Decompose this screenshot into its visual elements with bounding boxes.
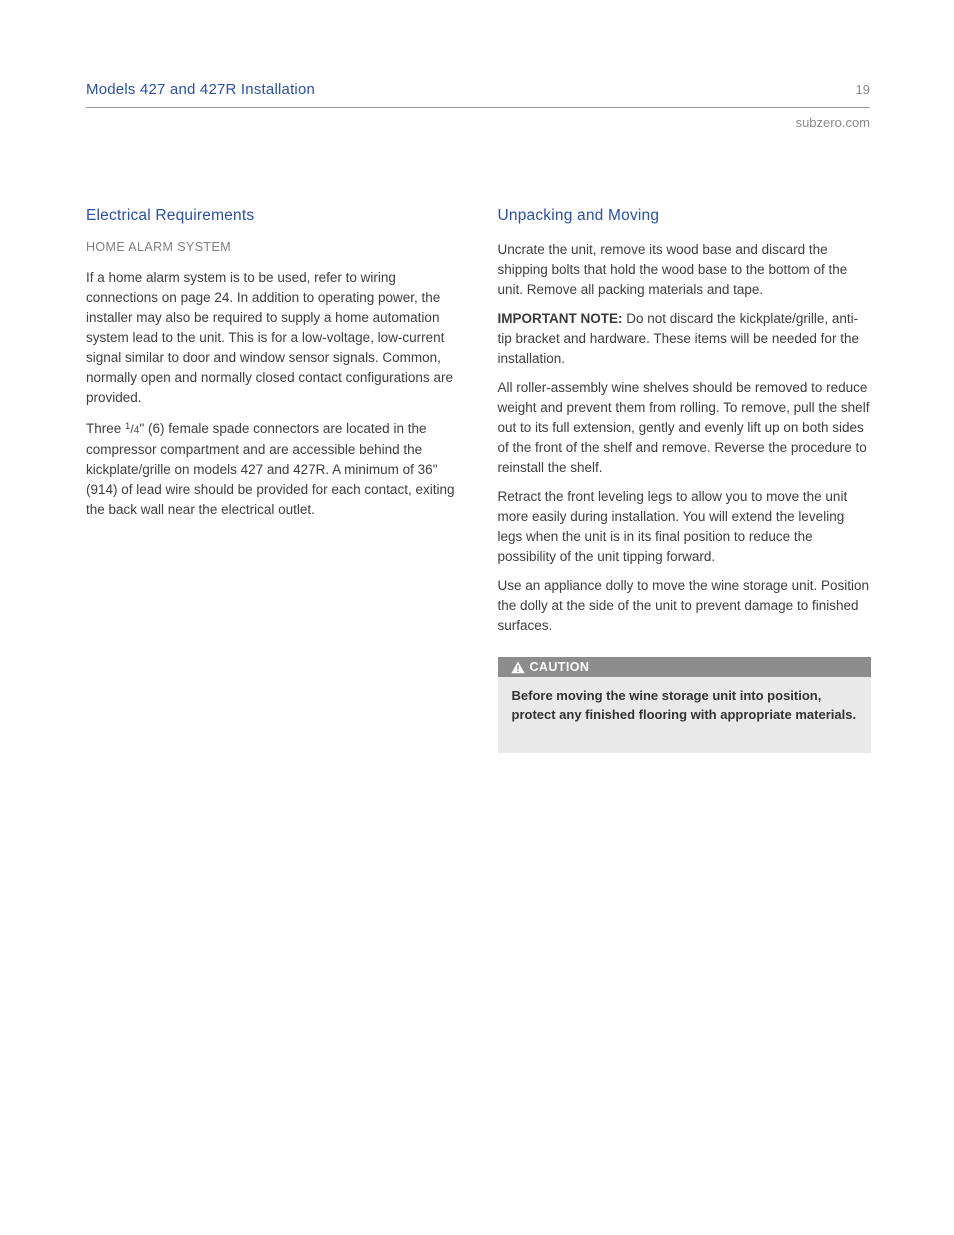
warning-triangle-icon [511, 661, 525, 674]
paragraph-roller-shelves [498, 378, 872, 478]
paragraph-appliance-dolly [498, 576, 872, 636]
important-note-label: IMPORTANT NOTE: [497, 311, 623, 326]
section-electrical-requirements [86, 207, 460, 753]
unpacking-moving-heading: Unpacking and Moving [497, 207, 660, 224]
website-text: subzero.com [795, 115, 870, 130]
page-number: 19 [855, 82, 870, 97]
paragraph-text: Three [86, 421, 126, 436]
paragraph-home-alarm [86, 268, 460, 408]
paragraph-leveling-legs [498, 487, 872, 567]
paragraph-text: If a home alarm system is to be used, refer to wiring connections on page 24. In addition to operating power, the installer may also be required to supply a home automation system lead to the unit. This is for a low-voltage, low-current signal similar to door and window sensor signals. Common, normally open and normally closed contact configurations are provided. [86, 270, 453, 405]
caution-header-bar [498, 657, 872, 677]
paragraph-text: All roller-assembly wine shelves should be removed to reduce weight and prevent them from rolling. To remove, pull the shelf out to its full extension, gently and evenly lift up on both sides of the front of the shelf and remove. Reverse the procedure to reinstall the shelf. [497, 380, 870, 475]
section-unpacking-moving [498, 207, 872, 753]
fraction-numerator: 1 [125, 421, 131, 432]
electrical-requirements-heading: Electrical Requirements [86, 207, 255, 224]
fraction-denominator: 4 [133, 424, 140, 436]
paragraph-text: Uncrate the unit, remove its wood base and discard the shipping bolts that hold the wood base to the bottom of the unit. Remove all packing materials and tape. [497, 242, 848, 297]
page-header [86, 81, 870, 130]
header-title-row [86, 81, 870, 108]
paragraph-spade-connectors [86, 417, 460, 520]
paragraph-important-note [498, 309, 872, 369]
paragraph-text: Use an appliance dolly to move the wine storage unit. Position the dolly at the side of the unit to prevent damage to finished surfaces. [497, 578, 869, 633]
fraction-slash: / [130, 422, 134, 436]
paragraph-uncrate [498, 240, 872, 300]
caution-label: CAUTION [529, 660, 590, 674]
document-title: Models 427 and 427R Installation [86, 81, 316, 98]
paragraph-text: Retract the front leveling legs to allow you to move the unit more easily during installation. You will extend the leveling legs when the unit is in its final position to reduce the possibility of the unit tipping forward. [497, 489, 848, 564]
paragraph-text: " (6) female spade connectors are located in the compressor compartment and are accessible behind the kickplate/grille on models 427 and 427R. A minimum of 36" (914) of lead wire should be provided for each contact, exiting the back wall near the electrical outlet. [86, 421, 455, 517]
paragraph-text: Do not discard the kickplate/grille, anti-tip bracket and hardware. These items will be needed for the installation. [497, 311, 859, 366]
home-alarm-system-subheading: HOME ALARM SYSTEM [86, 240, 232, 254]
caution-text: Before moving the wine storage unit into position, protect any finished flooring with appropriate materials. [498, 677, 872, 753]
caution-box [498, 657, 872, 753]
content-columns [86, 207, 871, 753]
